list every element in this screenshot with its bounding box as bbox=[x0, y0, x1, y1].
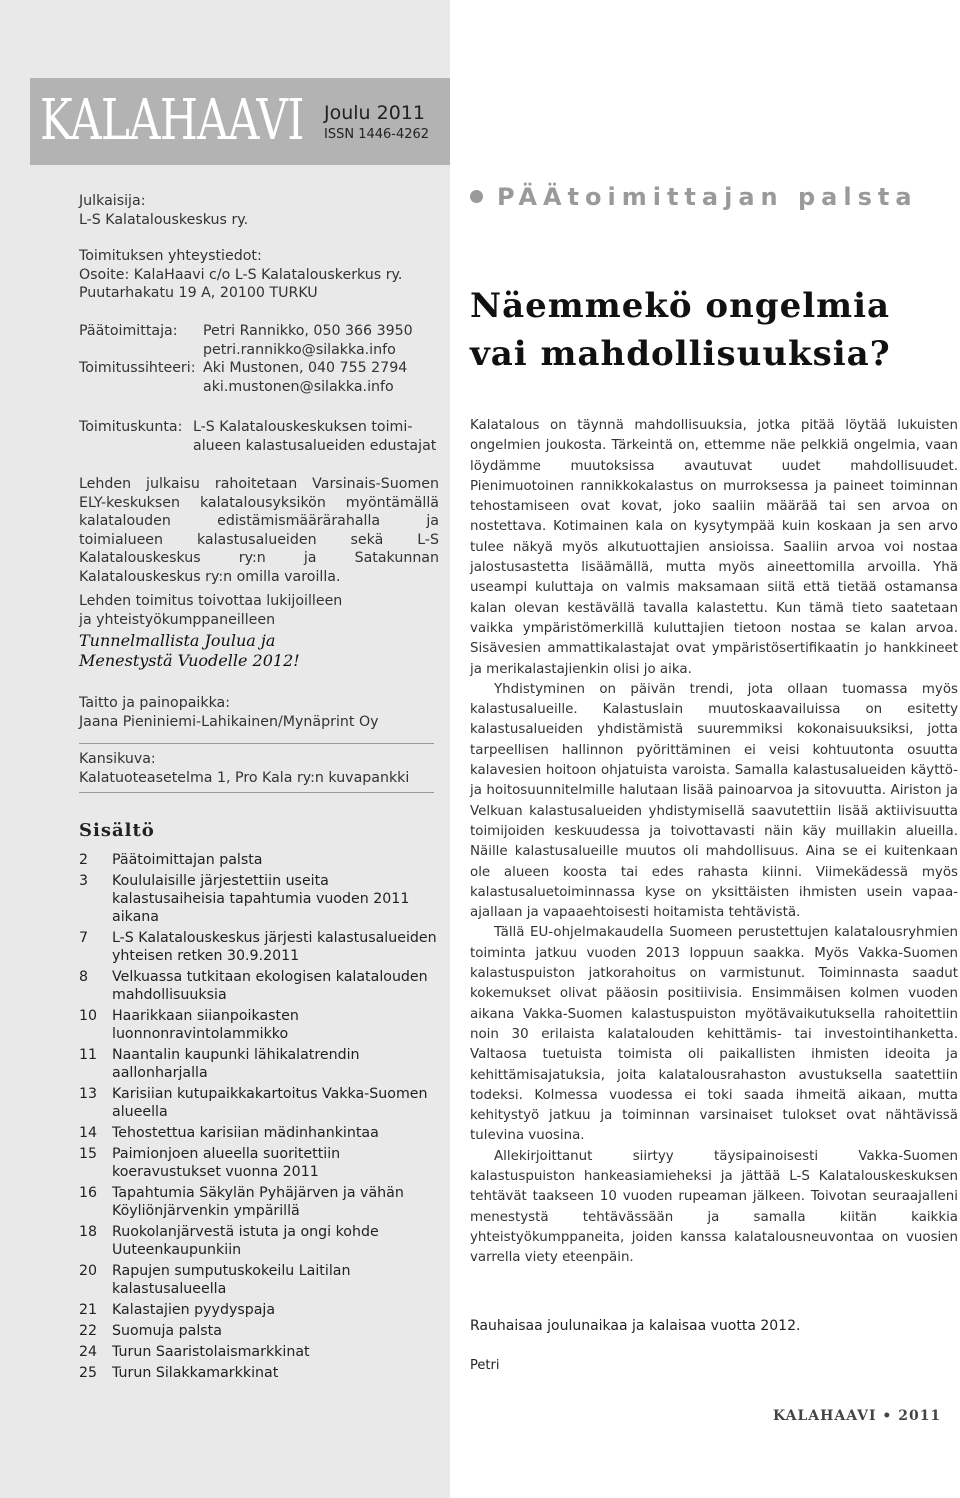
toc-item[interactable] bbox=[79, 1262, 439, 1298]
table-of-contents bbox=[79, 851, 439, 1385]
magazine-logo: KALAHAAVI bbox=[40, 88, 304, 153]
board-block bbox=[79, 418, 439, 455]
bullet-icon bbox=[470, 190, 483, 203]
toc-item[interactable] bbox=[79, 929, 439, 965]
toc-page: 2 bbox=[79, 852, 89, 868]
funding-text: Lehden julkaisu rahoitetaan Varsinais-Suomen ELY-keskuksen kalatalousyksikön myöntämällä kalatalouden edistämismäärärahalla ja toimialueen kalastusalueiden sekä L-S Kalatalouskeskus ry:n ja Satakunnan Kalatalouskeskus ry:n omilla varoilla. bbox=[79, 476, 439, 585]
toc-item[interactable] bbox=[79, 1145, 439, 1181]
layout-label: Taitto ja painopaikka: bbox=[79, 695, 231, 711]
greeting-block bbox=[79, 592, 439, 671]
toc-entry: Ruokolanjärvestä istuta ja ongi kohde Uuteenkaupunkiin bbox=[112, 1224, 379, 1258]
paragraph: Allekirjoittanut siirtyy täysipainoisesti Vakka-Suomen kalastuspuiston hankeasiamieheksi ja jättää L-S Kalatalouskeskuksen tehtävät taakseen 10 vuoden rupeaman jälkeen. Toivotan seuraajalleni menestystä tehtävässään ja samalla kiitän kaikkia yhteistyökumppaneita, joiden kanssa kalatalousneuvontaa on vuosien varrella viety eteenpäin. bbox=[470, 1148, 958, 1266]
greeting-script-1: Tunnelmallista Joulua ja bbox=[79, 631, 276, 651]
contact-address-2: Puutarhakatu 19 A, 20100 TURKU bbox=[79, 285, 318, 302]
divider bbox=[79, 792, 434, 793]
section-heading-text: PÄÄtoimittajan palsta bbox=[497, 183, 918, 211]
toc-entry: Turun Saaristolaismarkkinat bbox=[112, 1344, 310, 1360]
layout-credit bbox=[79, 694, 439, 731]
board-line-1: L-S Kalatalouskeskuksen toimi- bbox=[193, 419, 413, 435]
layout-value: Jaana Pieniniemi-Lahikainen/Mynäprint Oy bbox=[79, 713, 379, 730]
toc-item[interactable] bbox=[79, 851, 439, 869]
toc-item[interactable] bbox=[79, 968, 439, 1004]
toc-entry: Päätoimittajan palsta bbox=[112, 852, 263, 868]
cover-value: Kalatuoteasetelma 1, Pro Kala ry:n kuvapankki bbox=[79, 769, 410, 786]
greeting-line-1: Lehden toimitus toivottaa lukijoilleen bbox=[79, 593, 343, 609]
divider bbox=[79, 743, 434, 744]
toc-page: 14 bbox=[79, 1125, 98, 1141]
issn: ISSN 1446-4262 bbox=[324, 127, 430, 142]
contact-block bbox=[79, 247, 439, 303]
publisher-block bbox=[79, 192, 439, 229]
headline bbox=[470, 282, 960, 378]
issue-date: Joulu 2011 bbox=[324, 102, 425, 124]
toc-entry: Velkuassa tutkitaan ekologisen kalatalouden mahdollisuuksia bbox=[112, 969, 428, 1003]
contact-heading: Toimituksen yhteystiedot: bbox=[79, 248, 262, 264]
toc-page: 21 bbox=[79, 1302, 98, 1318]
toc-item[interactable] bbox=[79, 1322, 439, 1340]
paragraph: Tällä EU-ohjelmakaudella Suomeen perustettujen kalatalousryhmien toiminta jatkuu vuoden 2013 loppuun saakka. Myös Vakka-Suomen kalastuspuiston jatkorahoitus on varmistunut. Toiminnasta saadut kokemukset olivat pääosin positiivisia. Ensimmäisen kolmen vuoden aikana Vakka-Suomen kalastuspuiston myötävaikutuksella rahoitettiin noin 30 erilaista kalatalouden kehittämis- tai investointihanketta. Valtaosa tuetuista toimista oli paikallisten ihmisten ideoita ja kehittämisajatuksia, joita kalatalousrahaston avustuksella saatettiin todeksi. Kolmessa vuodessa ei toki saada ihmeitä aikaan, mutta kehitystyö jatkuu ja toiminnan varsinaiset tulokset ovat nähtävissä tulevina vuosina. bbox=[470, 925, 958, 1144]
cover-label: Kansikuva: bbox=[79, 751, 156, 767]
staff-block bbox=[79, 322, 439, 396]
toc-item[interactable] bbox=[79, 1343, 439, 1361]
editor-value: Petri Rannikko, 050 366 3950 bbox=[203, 323, 413, 339]
cover-credit bbox=[79, 750, 439, 787]
toc-entry: Koululaisille järjestettiin useita kalastusaiheisia tapahtumia vuoden 2011 aikana bbox=[112, 873, 410, 925]
toc-page: 10 bbox=[79, 1008, 98, 1024]
masthead bbox=[30, 78, 450, 165]
toc-item[interactable] bbox=[79, 1223, 439, 1259]
toc-entry: Haarikkaan siianpoikasten luonnonravintolammikko bbox=[112, 1008, 299, 1042]
publisher-label: Julkaisija: bbox=[79, 193, 146, 209]
toc-item[interactable] bbox=[79, 1046, 439, 1082]
headline-line-2: vai mahdollisuuksia? bbox=[470, 334, 891, 374]
board-label: Toimituskunta: bbox=[79, 419, 183, 435]
toc-page: 13 bbox=[79, 1086, 98, 1102]
toc-entry: Suomuja palsta bbox=[112, 1323, 222, 1339]
toc-page: 15 bbox=[79, 1146, 98, 1162]
toc-item[interactable] bbox=[79, 872, 439, 926]
page-footer: KALAHAAVI • 2011 bbox=[773, 1408, 942, 1424]
toc-entry: Turun Silakkamarkkinat bbox=[112, 1365, 279, 1381]
toc-page: 8 bbox=[79, 969, 89, 985]
toc-entry: Tehostettua karisiian mädinhankintaa bbox=[112, 1125, 379, 1141]
toc-entry: Naantalin kaupunki lähikalatrendin aallonharjalla bbox=[112, 1047, 360, 1081]
funding-note bbox=[79, 475, 439, 587]
editor-email[interactable]: petri.rannikko@silakka.info bbox=[203, 341, 396, 358]
secretary-email[interactable]: aki.mustonen@silakka.info bbox=[203, 378, 394, 395]
toc-item[interactable] bbox=[79, 1364, 439, 1382]
contact-address-1: Osoite: KalaHaavi c/o L-S Kalatalouskerkus ry. bbox=[79, 266, 403, 283]
toc-page: 20 bbox=[79, 1263, 98, 1279]
toc-item[interactable] bbox=[79, 1184, 439, 1220]
secretary-label: Toimitussihteeri: bbox=[79, 360, 196, 377]
toc-entry: Paimionjoen alueella suoritettiin koeravustukset vuonna 2011 bbox=[112, 1146, 341, 1180]
toc-page: 25 bbox=[79, 1365, 98, 1381]
paragraph: Yhdistyminen on päivän trendi, jota ollaan tuomassa myös kalastusalueille. Kalastuslain muutoskaavailuissa on esitetty kalastusalueiden yhdistämistä suuremmiksi kokonaisuuksiksi, jotta tarpeellisen hallinnon pyörittäminen ei veisi kohtuutonta osuutta kalavesien hoitoon ohjatuista varoista. Samalla kalastusalueiden käyttö- ja hoitosuunnitelmille halutaan lisää painoarvoa ja sitovuutta. Airiston ja Velkuan kalastusalueiden yhdistymisellä saavutettiin lisää aktiivisuutta toimijoiden keskuudessa ja toivottavasti näin käy muillakin alueilla. Näille kalastusalueille muutos oli mahdollisuus. Aina se ei kuitenkaan ole alueen koosta tai edes rahasta kiinni. Viimekädessä myös kalastusaluetoiminnassa kyse on yksittäisten ihmisten usein vapaa-ajallaan ja vapaaehtoisesti hoitamista tehtävistä. bbox=[470, 681, 958, 921]
toc-item[interactable] bbox=[79, 1007, 439, 1043]
toc-page: 7 bbox=[79, 930, 89, 946]
toc-page: 24 bbox=[79, 1344, 98, 1360]
section-heading bbox=[470, 183, 918, 211]
toc-entry: Karisiian kutupaikkakartoitus Vakka-Suomen alueella bbox=[112, 1086, 428, 1120]
secretary-value: Aki Mustonen, 040 755 2794 bbox=[203, 360, 408, 377]
toc-entry: Rapujen sumputuskokeilu Laitilan kalastusalueella bbox=[112, 1263, 351, 1297]
toc-item[interactable] bbox=[79, 1124, 439, 1142]
toc-entry: Tapahtumia Säkylän Pyhäjärven ja vähän Köyliönjärvenkin ympärillä bbox=[112, 1185, 404, 1219]
article-body bbox=[470, 416, 958, 1268]
toc-page: 22 bbox=[79, 1323, 98, 1339]
toc-item[interactable] bbox=[79, 1301, 439, 1319]
board-line-2: alueen kalastusalueiden edustajat bbox=[193, 437, 437, 454]
closing-line: Rauhaisaa joulunaikaa ja kalaisaa vuotta 2012. bbox=[470, 1318, 801, 1334]
toc-item[interactable] bbox=[79, 1085, 439, 1121]
toc-entry: Kalastajien pyydyspaja bbox=[112, 1302, 276, 1318]
toc-entry: L-S Kalatalouskeskus järjesti kalastusalueiden yhteisen retken 30.9.2011 bbox=[112, 930, 437, 964]
toc-page: 16 bbox=[79, 1185, 98, 1201]
greeting-line-2: ja yhteistyökumppaneilleen bbox=[79, 611, 276, 628]
editor-label: Päätoimittaja: bbox=[79, 323, 178, 339]
toc-page: 11 bbox=[79, 1047, 98, 1063]
toc-page: 18 bbox=[79, 1224, 98, 1240]
toc-page: 3 bbox=[79, 873, 89, 889]
headline-line-1: Näemmekö ongelmia bbox=[470, 286, 891, 326]
greeting-script-2: Menestystä Vuodelle 2012! bbox=[79, 651, 300, 671]
paragraph: Kalatalous on täynnä mahdollisuuksia, jotka pitää löytää lukuisten ongelmien joukosta. Tärkeintä on, ettemme näe pelkkiä ongelmia, vaan löydämme muutoksissa avautuvat uudet mahdollisuudet. Pienimuotoinen rannikkokalastus on murroksessa ja paineet toiminnan tehostamiseen ovat kovat, joko saaliin määrää tai sen arvoa on nostettava. Kotimainen kala on kysytympää kuin koskaan ja sen arvo tulee näkyä myös alkutuottajien ansioissa. Saaliin arvoa voi nostaa jalostusastetta lisäämällä, mutta myös aineettomilla arvoilla. Yhä useampi kuluttaja on valmis maksamaan siitä että tietää ostamansa kalan olevan kestävällä tavalla kalastettu. Kun tämä tieto saatetaan vaikka ympäristömerkillä kuluttajien tietoon nostaa se kalan arvoa. Sisävesien ammattikalastajat ovat ympäristösertifikaatin jo hankkineet ja merikalastajienkin olisi jo aika. bbox=[470, 418, 958, 677]
issue-info bbox=[324, 102, 429, 142]
publisher-value: L-S Kalatalouskeskus ry. bbox=[79, 211, 249, 228]
toc-title: Sisältö bbox=[79, 820, 155, 841]
signature: Petri bbox=[470, 1358, 500, 1373]
